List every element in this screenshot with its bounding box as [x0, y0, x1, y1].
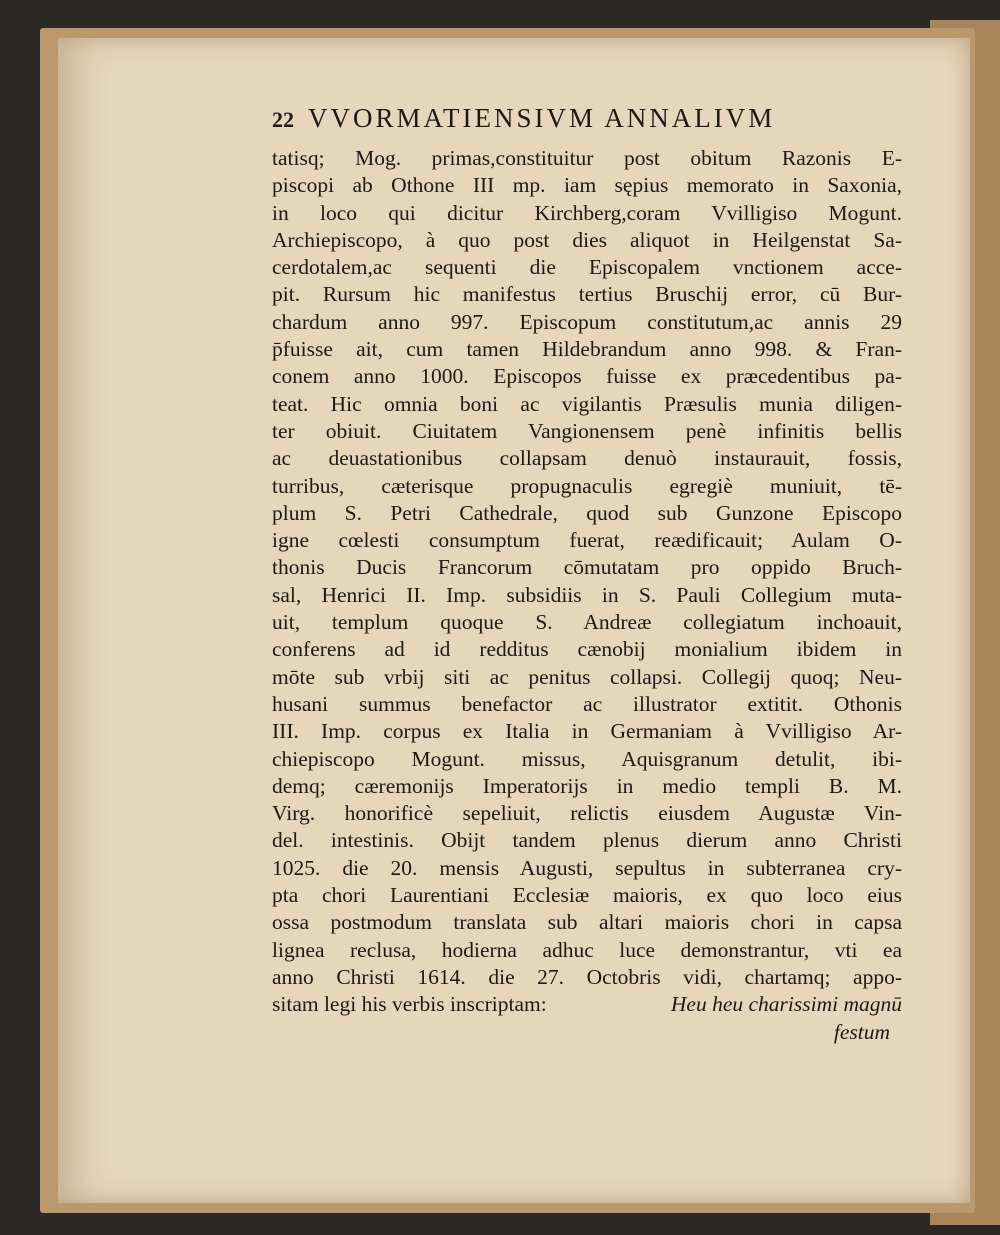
- last-line-italic: Heu heu charissimi magnū: [670, 992, 902, 1017]
- last-line-roman: sitam legi his verbis inscriptam:: [272, 992, 547, 1017]
- text-line: cerdotalem,ac sequenti die Episcopalem vnctionem acce-: [272, 255, 902, 280]
- text-line: Archiepiscopo, à quo post dies aliquot in Heilgenstat Sa-: [272, 227, 902, 252]
- text-line: mōte sub vrbij siti ac penitus collapsi. Collegij quoq; Neu-: [272, 664, 902, 689]
- text-line: turribus, cæterisque propugnaculis egregiè muniuit, tē-: [272, 473, 902, 498]
- text-line: anno Christi 1614. die 27. Octobris vidi, chartamq; appo-: [272, 964, 902, 989]
- text-line: p̄fuisse ait, cum tamen Hildebrandum anno 998. & Fran-: [272, 337, 902, 362]
- text-line: thonis Ducis Francorum cōmutatam pro oppido Bruch-: [272, 555, 902, 580]
- text-line: pit. Rursum hic manifestus tertius Bruschij error, cū Bur-: [272, 282, 902, 307]
- text-line: III. Imp. corpus ex Italia in Germaniam à Vvilligiso Ar-: [272, 719, 902, 744]
- text-line: lignea reclusa, hodierna adhuc luce demonstrantur, vti ea: [272, 937, 902, 962]
- text-line: tatisq; Mog. primas,constituitur post obitum Razonis E-: [272, 146, 902, 170]
- text-line: ter obiuit. Ciuitatem Vangionensem penè infinitis bellis: [272, 418, 902, 443]
- text-line: sal, Henrici II. Imp. subsidiis in S. Pauli Collegium muta-: [272, 582, 902, 607]
- text-line: plum S. Petri Cathedrale, quod sub Gunzone Episcopo: [272, 500, 902, 525]
- text-line: del. intestinis. Obijt tandem plenus dierum anno Christi: [272, 828, 902, 853]
- text-block: [272, 103, 902, 1046]
- text-line-last: [272, 991, 902, 1018]
- text-line: piscopi ab Othone III mp. iam sępius memorato in Saxonia,: [272, 173, 902, 198]
- text-line: conferens ad id redditus cænobij monialium ibidem in: [272, 637, 902, 662]
- text-line: pta chori Laurentiani Ecclesiæ maioris, ex quo loco eius: [272, 883, 902, 908]
- running-title: VVORMATIENSIVM ANNALIVM: [308, 103, 776, 133]
- text-line: ac deuastationibus collapsam denuò instaurauit, fossis,: [272, 446, 902, 471]
- catchword: festum: [833, 1019, 890, 1044]
- page-number: 22: [272, 107, 294, 132]
- text-line: teat. Hic omnia boni ac vigilantis Præsulis munia diligen-: [272, 391, 902, 416]
- text-line: uit, templum quoque S. Andreæ collegiatum inchoauit,: [272, 610, 902, 635]
- text-line: conem anno 1000. Episcopos fuisse ex præcedentibus pa-: [272, 364, 902, 389]
- text-line: husani summus benefactor ac illustrator extitit. Othonis: [272, 691, 902, 716]
- text-line: in loco qui dicitur Kirchberg,coram Vvilligiso Mogunt.: [272, 200, 902, 225]
- text-line: demq; cæremonijs Imperatorijs in medio templi B. M.: [272, 773, 902, 798]
- text-line: igne cœlesti consumptum fuerat, reædificauit; Aulam O-: [272, 528, 902, 553]
- text-line: ossa postmodum translata sub altari maioris chori in capsa: [272, 910, 902, 935]
- body-text: [272, 145, 902, 991]
- text-line: Virg. honorificè sepeliuit, relictis eiusdem Augustæ Vin-: [272, 801, 902, 826]
- text-line: chardum anno 997. Episcopum constitutum,ac annis 29: [272, 309, 902, 334]
- page-header: [272, 103, 902, 143]
- text-line: chiepiscopo Mogunt. missus, Aquisgranum detulit, ibi-: [272, 746, 902, 771]
- text-line: 1025. die 20. mensis Augusti, sepultus in subterranea cry-: [272, 855, 902, 880]
